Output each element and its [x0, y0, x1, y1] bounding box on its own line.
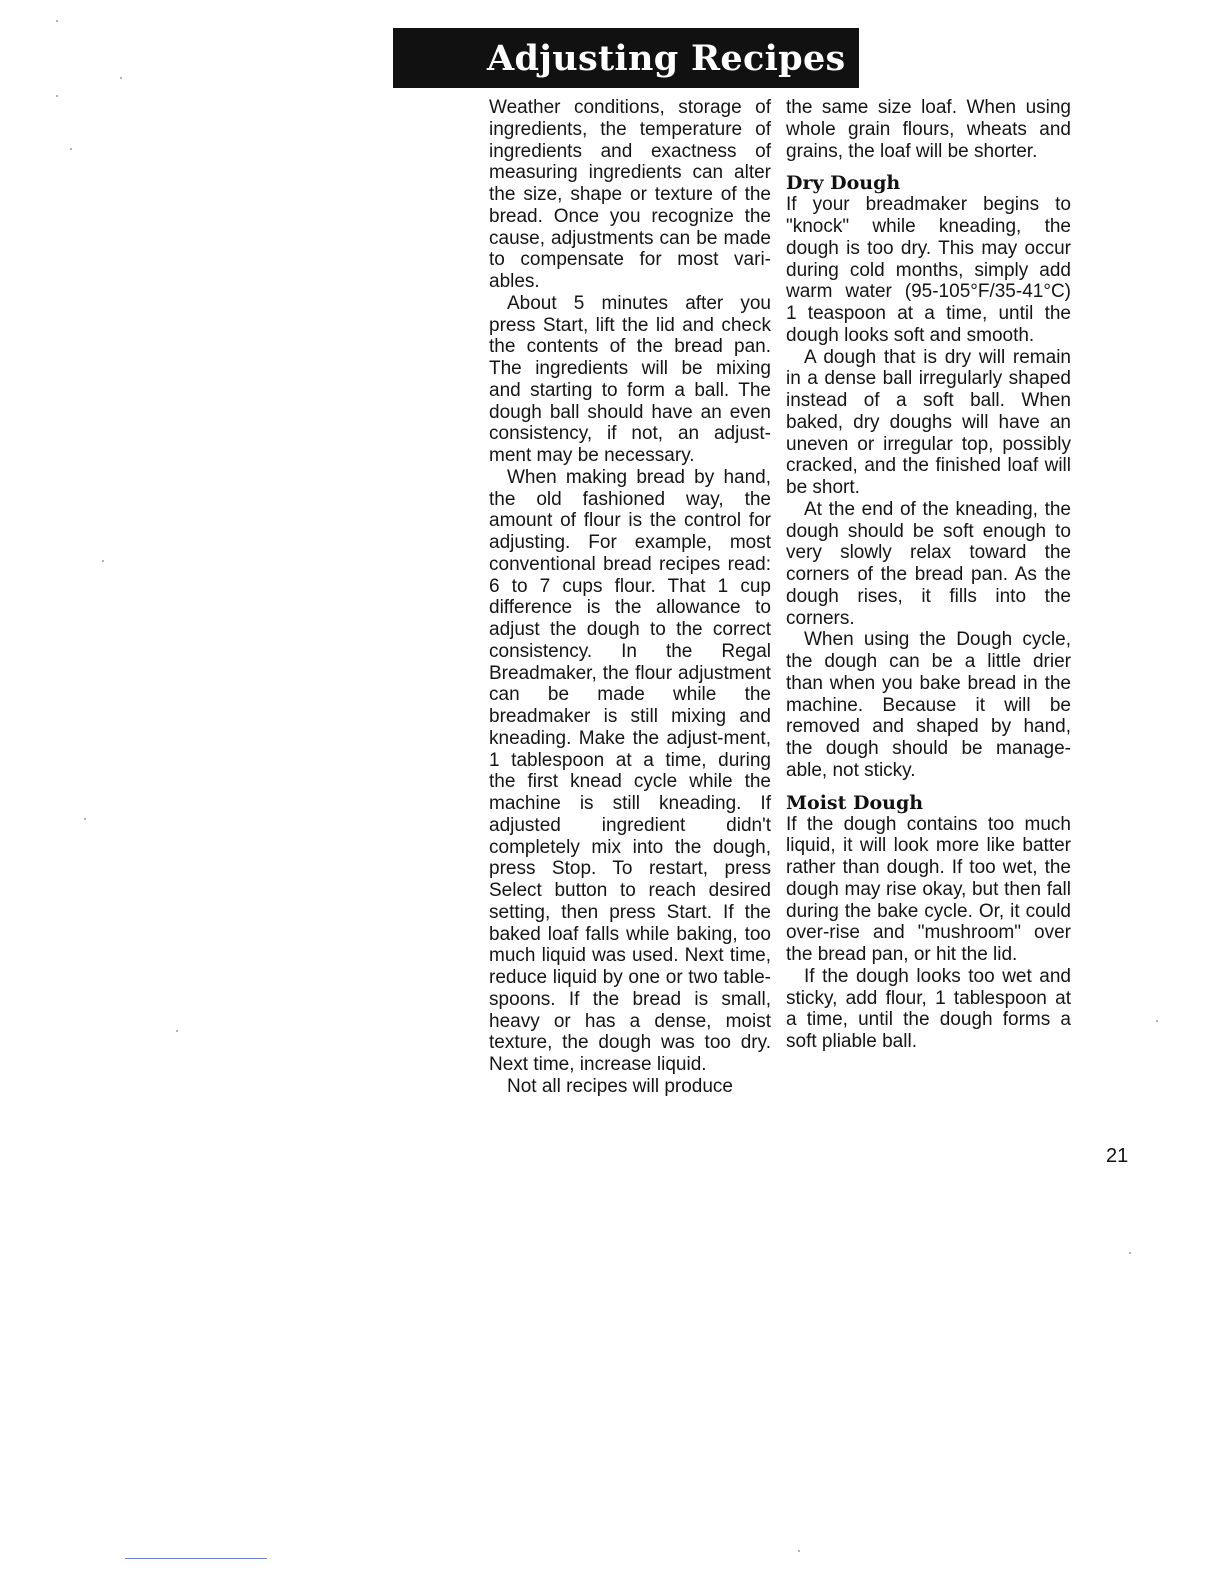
scan-speck: [1129, 1252, 1131, 1254]
moist-dough-paragraph: If the dough looks too wet and sticky, add flour, 1 tablespoon at a time, until the dough forms a soft pliable ball.: [786, 965, 1071, 1052]
intro-paragraph: Weather conditions, storage of ingredients, the temperature of ingredients and exactness of measuring ingredients can alter the size, shape or texture of the bread. Once you recognize the cause, adjustments can be made to compensate for most vari-ables.: [489, 97, 771, 292]
loaf-size-paragraph-end: the same size loaf. When using whole grain flours, wheats and grains, the loaf will be shorter.: [786, 97, 1071, 162]
check-dough-paragraph: About 5 minutes after you press Start, lift the lid and check the contents of the bread pan. The ingredients will be mixing and starting to form a ball. The dough ball should have an even consistency, if not, an adjust-ment may be necessary.: [489, 292, 771, 466]
loaf-size-paragraph-start: Not all recipes will produce: [507, 1075, 733, 1097]
page-title: Adjusting Recipes: [487, 37, 846, 79]
scan-speck: [1156, 1020, 1158, 1022]
scan-speck: [120, 77, 122, 79]
moist-dough-paragraph: If the dough contains too much liquid, it will look more like batter rather than dough. If too wet, the dough may rise okay, but then fall during the bake cycle. Or, it could over-rise and "mushroom" over the bread pan, or hit the lid.: [786, 813, 1071, 965]
adjust-by-hand-paragraph: When making bread by hand, the old fashioned way, the amount of flour is the control for adjusting. For example, most conventional bread recipes read: 6 to 7 cups flour. That 1 cup difference is the allowance to adjust the dough to the correct consistency. In the Regal Breadmaker, the flour adjustment can be made while the breadmaker is still mixing and kneading. Make the adjust-ment, 1 tablespoon at a time, during the first knead cycle while the machine is still kneading. If adjusted ingredient didn't completely mix into the dough, press Stop. To restart, press Select button to reach desired setting, then press Start. If the baked loaf falls while baking, too much liquid was used. Next time, reduce liquid by one or two table-spoons. If the bread is small, heavy or has a dense, moist texture, the dough was too dry. Next time, increase liquid.: [489, 466, 771, 1075]
page-number: 21: [1106, 1145, 1129, 1167]
section-title-banner: [393, 28, 859, 88]
scan-speck: [70, 148, 72, 150]
scan-speck: [56, 95, 58, 97]
left-text-column: [489, 97, 771, 1098]
dry-dough-heading: Dry Dough: [786, 172, 901, 195]
scan-speck: [798, 1550, 800, 1552]
right-text-column: [786, 97, 1071, 1053]
scan-speck: [176, 1030, 178, 1032]
scan-speck: [84, 818, 86, 820]
scan-edge-line: [125, 1558, 267, 1559]
dry-dough-paragraph: If your breadmaker begins to "knock" while kneading, the dough is too dry. This may occur during cold months, simply add warm water (95-105°F/35-41°C) 1 teaspoon at a time, until the dough looks soft and smooth.: [786, 194, 1071, 346]
dough-cycle-paragraph: When using the Dough cycle, the dough can be a little drier than when you bake bread in the machine. Because it will be removed and shaped by hand, the dough should be manage-able, not sticky.: [786, 629, 1071, 781]
dry-dough-paragraph: At the end of the kneading, the dough should be soft enough to very slowly relax toward the corners of the bread pan. As the dough rises, it fills into the corners.: [786, 498, 1071, 629]
moist-dough-heading: Moist Dough: [786, 791, 924, 814]
scan-speck: [56, 20, 58, 22]
dry-dough-paragraph: A dough that is dry will remain in a dense ball irregularly shaped instead of a soft ball. When baked, dry doughs will have an uneven or irregular top, possibly cracked, and the finished loaf will be short.: [786, 346, 1071, 498]
scan-speck: [102, 560, 104, 562]
